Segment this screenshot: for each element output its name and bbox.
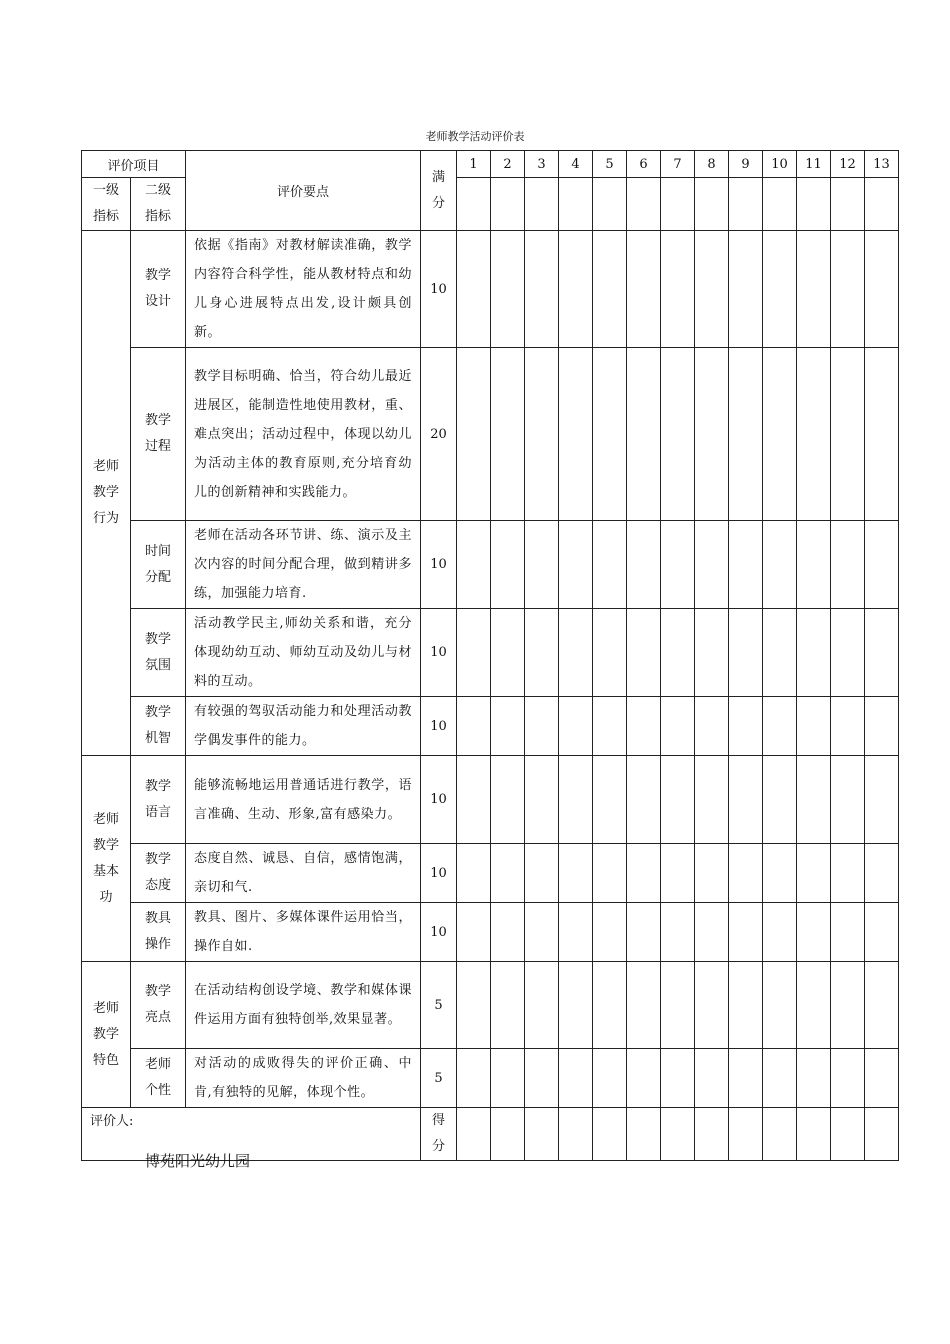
- school-name: 博苑阳光幼儿园: [145, 1152, 251, 1170]
- score-cell[interactable]: [491, 756, 525, 844]
- full-score-value: 10: [421, 697, 457, 756]
- evaluatee-column-2: 2: [491, 151, 525, 178]
- score-cell[interactable]: [593, 756, 627, 844]
- score-cell[interactable]: [525, 697, 559, 756]
- subcategory-label: 教具 操作: [131, 903, 186, 962]
- score-cell[interactable]: [831, 178, 865, 231]
- total-score-cell[interactable]: [831, 1108, 865, 1161]
- score-cell[interactable]: [865, 609, 899, 697]
- evaluatee-column-12: 12: [831, 151, 865, 178]
- score-cell[interactable]: [695, 903, 729, 962]
- score-cell[interactable]: [491, 844, 525, 903]
- full-score-value: 10: [421, 609, 457, 697]
- score-cell[interactable]: [559, 844, 593, 903]
- score-cell[interactable]: [593, 903, 627, 962]
- evaluation-points: 在活动结构创设学境、教学和媒体课件运用方面有独特创举,效果显著。: [186, 962, 421, 1049]
- score-cell[interactable]: [831, 1049, 865, 1108]
- subcategory-label: 时间 分配: [131, 521, 186, 609]
- score-cell[interactable]: [831, 231, 865, 348]
- score-cell[interactable]: [525, 1049, 559, 1108]
- subcategory-label: 教学 氛围: [131, 609, 186, 697]
- score-cell[interactable]: [491, 697, 525, 756]
- score-cell[interactable]: [491, 609, 525, 697]
- score-cell[interactable]: [763, 903, 797, 962]
- score-cell[interactable]: [491, 962, 525, 1049]
- score-cell[interactable]: [457, 844, 491, 903]
- score-cell[interactable]: [457, 1049, 491, 1108]
- evaluatee-column-10: 10: [763, 151, 797, 178]
- score-cell[interactable]: [661, 844, 695, 903]
- score-cell[interactable]: [865, 756, 899, 844]
- score-cell[interactable]: [661, 962, 695, 1049]
- score-cell[interactable]: [729, 903, 763, 962]
- score-cell[interactable]: [695, 521, 729, 609]
- score-cell[interactable]: [695, 178, 729, 231]
- score-cell[interactable]: [865, 521, 899, 609]
- score-cell[interactable]: [797, 521, 831, 609]
- score-cell[interactable]: [593, 178, 627, 231]
- score-cell[interactable]: [627, 962, 661, 1049]
- score-cell[interactable]: [865, 697, 899, 756]
- score-cell[interactable]: [627, 609, 661, 697]
- evaluation-points: 态度自然、诚恳、自信，感情饱满，亲切和气.: [186, 844, 421, 903]
- score-cell[interactable]: [559, 348, 593, 521]
- score-cell[interactable]: [763, 697, 797, 756]
- score-cell[interactable]: [831, 348, 865, 521]
- score-cell[interactable]: [457, 231, 491, 348]
- score-cell[interactable]: [525, 178, 559, 231]
- score-cell[interactable]: [729, 697, 763, 756]
- total-score-label: 得 分: [421, 1108, 457, 1161]
- score-cell[interactable]: [831, 962, 865, 1049]
- evaluator-label: 评价人:: [82, 1108, 421, 1161]
- score-cell[interactable]: [627, 231, 661, 348]
- score-cell[interactable]: [797, 178, 831, 231]
- score-cell[interactable]: [729, 962, 763, 1049]
- score-cell[interactable]: [491, 903, 525, 962]
- score-cell[interactable]: [457, 903, 491, 962]
- evaluatee-column-3: 3: [525, 151, 559, 178]
- score-cell[interactable]: [457, 697, 491, 756]
- score-cell[interactable]: [457, 756, 491, 844]
- score-cell[interactable]: [797, 756, 831, 844]
- subcategory-label: 教学 亮点: [131, 962, 186, 1049]
- evaluation-points: 教学目标明确、恰当，符合幼儿最近进展区，能制造性地使用教材，重、难点突出；活动过程中，体现以幼儿为活动主体的教育原则,充分培育幼儿的创新精神和实践能力。: [186, 348, 421, 521]
- points-header: 评价要点: [186, 151, 421, 231]
- evaluation-points: 能够流畅地运用普通话进行教学，语言准确、生动、形象,富有感染力。: [186, 756, 421, 844]
- subcategory-label: 教学 过程: [131, 348, 186, 521]
- score-cell[interactable]: [525, 348, 559, 521]
- score-cell[interactable]: [695, 697, 729, 756]
- total-score-cell[interactable]: [729, 1108, 763, 1161]
- evaluatee-column-8: 8: [695, 151, 729, 178]
- score-cell[interactable]: [661, 609, 695, 697]
- score-cell[interactable]: [797, 903, 831, 962]
- score-cell[interactable]: [661, 178, 695, 231]
- score-cell[interactable]: [763, 178, 797, 231]
- total-score-cell[interactable]: [797, 1108, 831, 1161]
- total-score-cell[interactable]: [627, 1108, 661, 1161]
- score-cell[interactable]: [661, 697, 695, 756]
- score-cell[interactable]: [491, 178, 525, 231]
- score-cell[interactable]: [593, 962, 627, 1049]
- total-score-cell[interactable]: [457, 1108, 491, 1161]
- score-cell[interactable]: [593, 844, 627, 903]
- score-cell[interactable]: [695, 231, 729, 348]
- score-cell[interactable]: [797, 348, 831, 521]
- subcategory-label: 教学 机智: [131, 697, 186, 756]
- score-cell[interactable]: [763, 609, 797, 697]
- score-cell[interactable]: [559, 178, 593, 231]
- score-cell[interactable]: [763, 844, 797, 903]
- score-cell[interactable]: [831, 756, 865, 844]
- score-cell[interactable]: [627, 756, 661, 844]
- score-cell[interactable]: [525, 903, 559, 962]
- score-cell[interactable]: [559, 903, 593, 962]
- full-score-value: 10: [421, 231, 457, 348]
- subcategory-label: 老师 个性: [131, 1049, 186, 1108]
- score-cell[interactable]: [593, 521, 627, 609]
- score-cell[interactable]: [525, 231, 559, 348]
- evaluation-points: 有较强的驾驭活动能力和处理活动教学偶发事件的能力。: [186, 697, 421, 756]
- score-cell[interactable]: [457, 962, 491, 1049]
- subcategory-label: 教学 设计: [131, 231, 186, 348]
- evaluatee-column-4: 4: [559, 151, 593, 178]
- full-score-value: 20: [421, 348, 457, 521]
- eval-item-header: 评价项目: [82, 151, 186, 178]
- score-cell[interactable]: [627, 1049, 661, 1108]
- evaluatee-column-5: 5: [593, 151, 627, 178]
- score-cell[interactable]: [865, 1049, 899, 1108]
- score-cell[interactable]: [763, 756, 797, 844]
- score-cell[interactable]: [627, 178, 661, 231]
- score-cell[interactable]: [491, 521, 525, 609]
- score-cell[interactable]: [865, 348, 899, 521]
- full-score-value: 5: [421, 962, 457, 1049]
- score-cell[interactable]: [491, 231, 525, 348]
- score-cell[interactable]: [729, 844, 763, 903]
- score-cell[interactable]: [763, 521, 797, 609]
- score-cell[interactable]: [627, 903, 661, 962]
- score-cell[interactable]: [559, 962, 593, 1049]
- score-cell[interactable]: [457, 178, 491, 231]
- evaluation-table: [81, 150, 899, 1161]
- score-cell[interactable]: [491, 1049, 525, 1108]
- evaluatee-column-6: 6: [627, 151, 661, 178]
- score-cell[interactable]: [763, 1049, 797, 1108]
- score-cell[interactable]: [797, 1049, 831, 1108]
- score-cell[interactable]: [593, 231, 627, 348]
- evaluatee-column-9: 9: [729, 151, 763, 178]
- score-cell[interactable]: [661, 231, 695, 348]
- score-cell[interactable]: [627, 521, 661, 609]
- score-cell[interactable]: [457, 348, 491, 521]
- score-cell[interactable]: [797, 609, 831, 697]
- score-cell[interactable]: [525, 962, 559, 1049]
- category-label: 老师 教学 行为: [82, 231, 131, 756]
- score-cell[interactable]: [627, 348, 661, 521]
- score-cell[interactable]: [729, 178, 763, 231]
- score-cell[interactable]: [491, 348, 525, 521]
- score-cell[interactable]: [729, 521, 763, 609]
- score-cell[interactable]: [729, 348, 763, 521]
- total-score-cell[interactable]: [559, 1108, 593, 1161]
- total-score-cell[interactable]: [525, 1108, 559, 1161]
- score-cell[interactable]: [831, 521, 865, 609]
- score-cell[interactable]: [865, 178, 899, 231]
- score-cell[interactable]: [661, 521, 695, 609]
- total-score-cell[interactable]: [593, 1108, 627, 1161]
- score-cell[interactable]: [831, 609, 865, 697]
- score-cell[interactable]: [865, 231, 899, 348]
- score-cell[interactable]: [627, 844, 661, 903]
- page-title: 老师教学活动评价表: [425, 130, 525, 143]
- total-score-cell[interactable]: [661, 1108, 695, 1161]
- evaluation-points: 教具、图片、多媒体课件运用恰当，操作自如.: [186, 903, 421, 962]
- score-cell[interactable]: [593, 348, 627, 521]
- score-cell[interactable]: [627, 697, 661, 756]
- score-cell[interactable]: [729, 756, 763, 844]
- score-cell[interactable]: [525, 756, 559, 844]
- score-cell[interactable]: [593, 697, 627, 756]
- score-cell[interactable]: [797, 697, 831, 756]
- score-cell[interactable]: [661, 903, 695, 962]
- score-cell[interactable]: [729, 609, 763, 697]
- score-cell[interactable]: [457, 609, 491, 697]
- score-cell[interactable]: [525, 844, 559, 903]
- score-cell[interactable]: [559, 756, 593, 844]
- score-cell[interactable]: [695, 844, 729, 903]
- score-cell[interactable]: [763, 962, 797, 1049]
- score-cell[interactable]: [661, 348, 695, 521]
- evaluatee-column-13: 13: [865, 151, 899, 178]
- full-score-value: 10: [421, 756, 457, 844]
- subcategory-label: 教学 语言: [131, 756, 186, 844]
- total-score-cell[interactable]: [695, 1108, 729, 1161]
- score-cell[interactable]: [661, 756, 695, 844]
- full-score-value: 10: [421, 844, 457, 903]
- score-cell[interactable]: [831, 844, 865, 903]
- score-cell[interactable]: [695, 756, 729, 844]
- evaluation-points: 活动教学民主,师幼关系和谐，充分体现幼幼互动、师幼互动及幼儿与材料的互动。: [186, 609, 421, 697]
- evaluation-points: 老师在活动各环节讲、练、演示及主次内容的时间分配合理，做到精讲多练，加强能力培育.: [186, 521, 421, 609]
- score-cell[interactable]: [695, 962, 729, 1049]
- evaluatee-column-1: 1: [457, 151, 491, 178]
- evaluatee-column-7: 7: [661, 151, 695, 178]
- score-cell[interactable]: [797, 231, 831, 348]
- full-score-value: 5: [421, 1049, 457, 1108]
- score-cell[interactable]: [593, 1049, 627, 1108]
- category-label: 老师 教学 特色: [82, 962, 131, 1108]
- score-cell[interactable]: [763, 348, 797, 521]
- score-cell[interactable]: [729, 1049, 763, 1108]
- score-cell[interactable]: [559, 231, 593, 348]
- score-cell[interactable]: [695, 1049, 729, 1108]
- score-cell[interactable]: [865, 903, 899, 962]
- score-cell[interactable]: [831, 697, 865, 756]
- score-cell[interactable]: [559, 697, 593, 756]
- score-cell[interactable]: [865, 844, 899, 903]
- evaluatee-column-11: 11: [797, 151, 831, 178]
- score-cell[interactable]: [559, 609, 593, 697]
- full-score-value: 10: [421, 903, 457, 962]
- full-score-value: 10: [421, 521, 457, 609]
- score-cell[interactable]: [797, 844, 831, 903]
- score-cell[interactable]: [559, 521, 593, 609]
- score-cell[interactable]: [729, 231, 763, 348]
- total-score-cell[interactable]: [865, 1108, 899, 1161]
- full-score-header: 满 分: [421, 151, 457, 231]
- score-cell[interactable]: [593, 609, 627, 697]
- category-label: 老师 教学 基本 功: [82, 756, 131, 962]
- score-cell[interactable]: [865, 962, 899, 1049]
- score-cell[interactable]: [525, 609, 559, 697]
- subcategory-label: 教学 态度: [131, 844, 186, 903]
- level2-header: 二级 指标: [131, 178, 186, 231]
- level1-header: 一级 指标: [82, 178, 131, 231]
- evaluation-points: 依据《指南》对教材解读准确，教学内容符合科学性，能从教材特点和幼儿身心进展特点出发,设计颇具创新。: [186, 231, 421, 348]
- score-cell[interactable]: [661, 1049, 695, 1108]
- score-cell[interactable]: [559, 1049, 593, 1108]
- score-cell[interactable]: [695, 609, 729, 697]
- score-cell[interactable]: [525, 521, 559, 609]
- score-cell[interactable]: [695, 348, 729, 521]
- evaluation-points: 对活动的成败得失的评价正确、中肯,有独特的见解，体现个性。: [186, 1049, 421, 1108]
- score-cell[interactable]: [763, 231, 797, 348]
- total-score-cell[interactable]: [763, 1108, 797, 1161]
- score-cell[interactable]: [797, 962, 831, 1049]
- total-score-cell[interactable]: [491, 1108, 525, 1161]
- score-cell[interactable]: [457, 521, 491, 609]
- score-cell[interactable]: [831, 903, 865, 962]
